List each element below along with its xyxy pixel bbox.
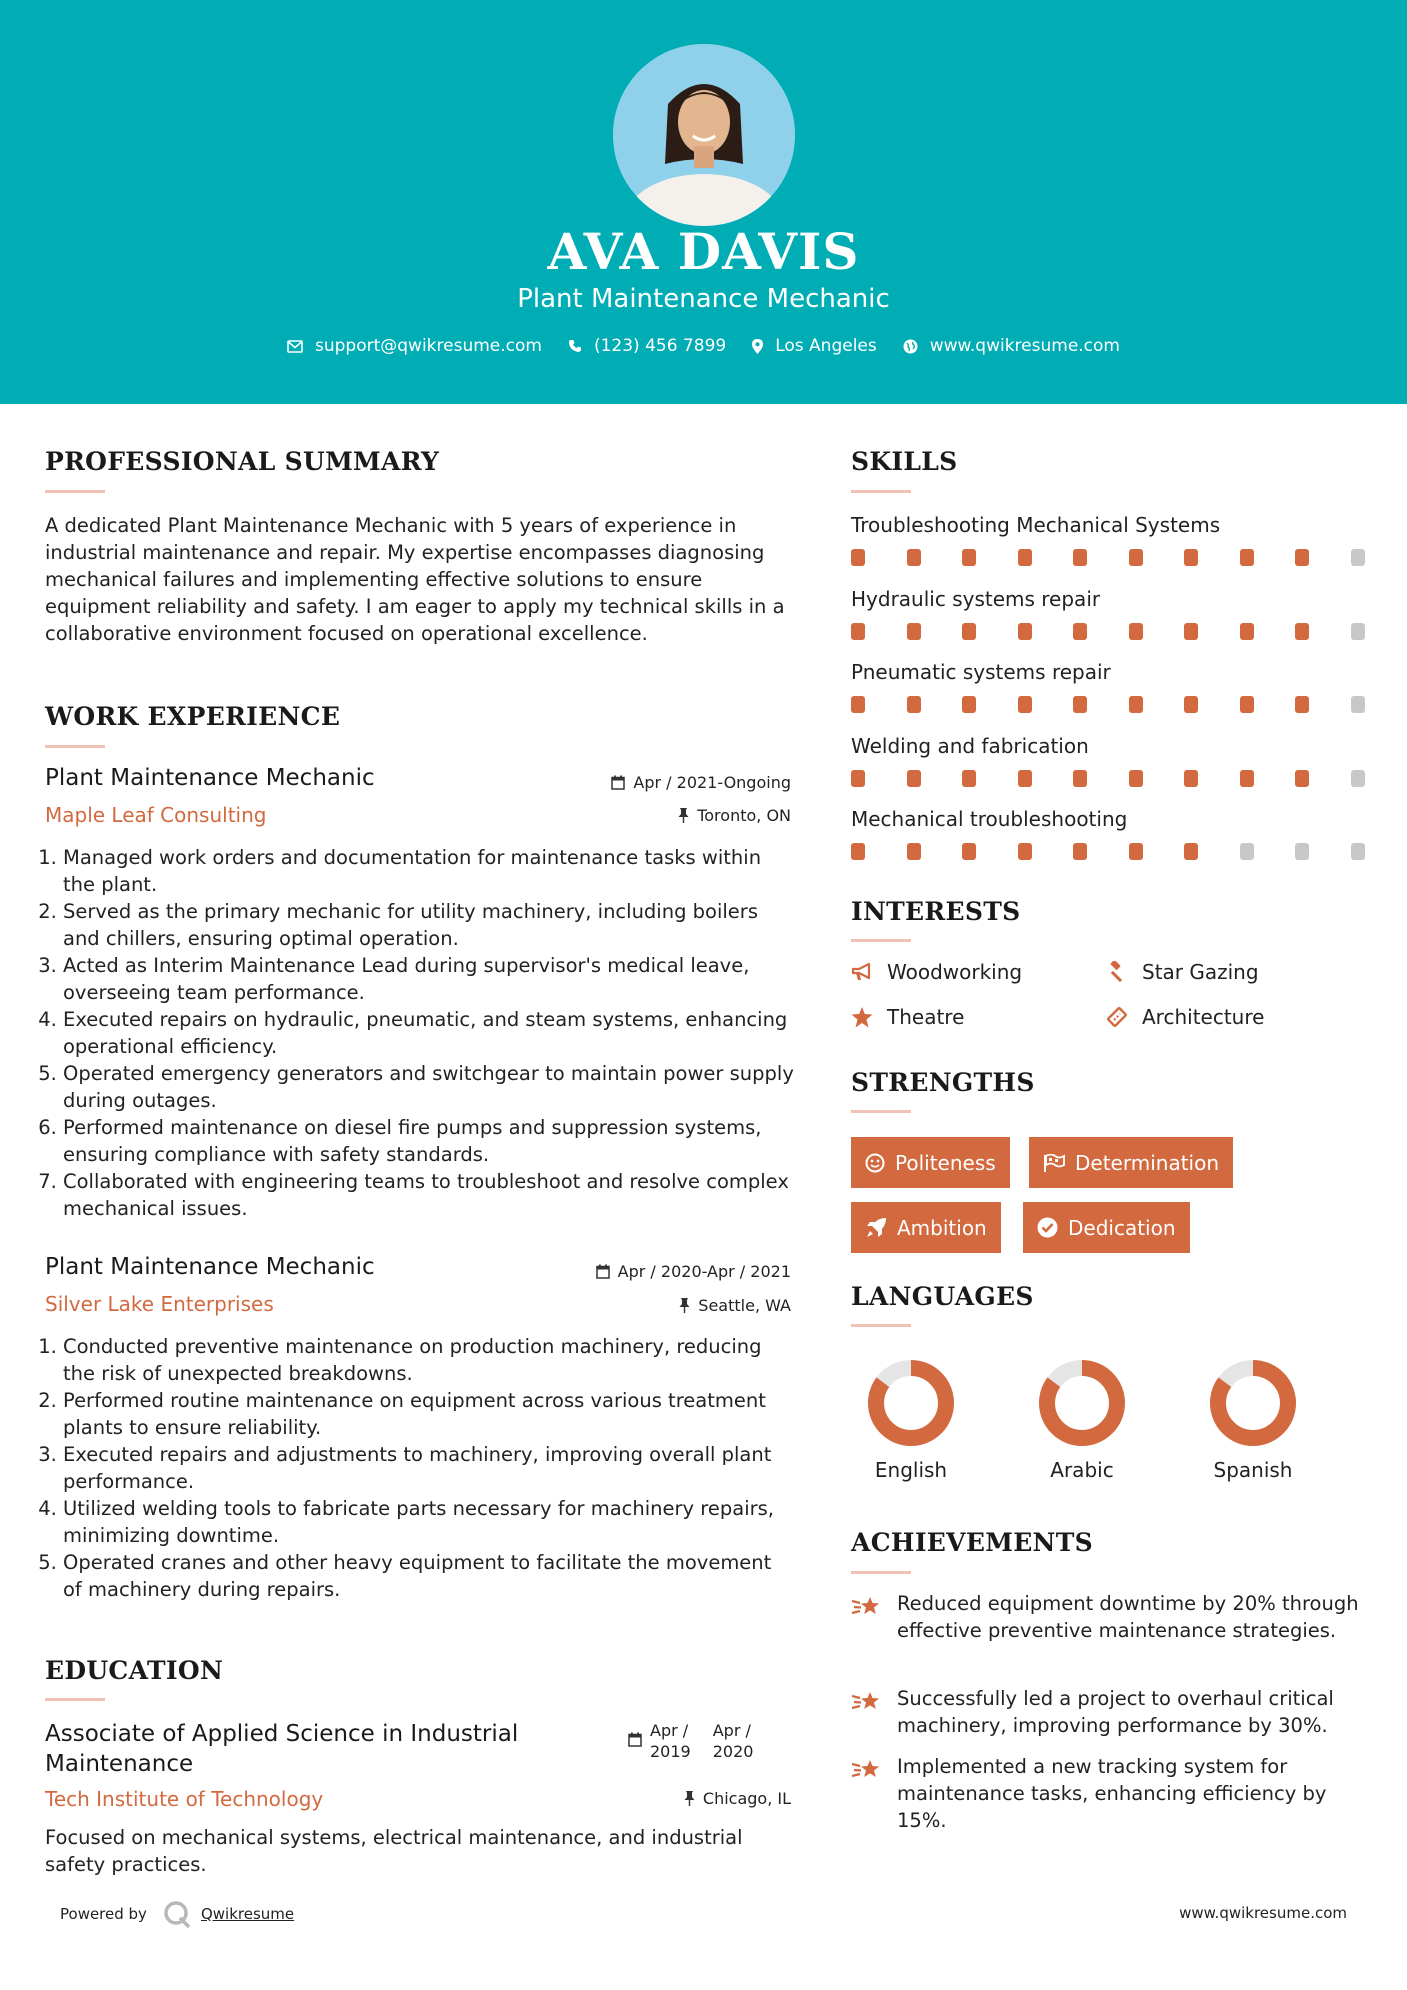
list-item: 1. Managed work orders and documentation for maintenance tasks within the plant. — [63, 844, 795, 898]
contact-location — [752, 336, 877, 356]
list-item: 1. Conducted preventive maintenance on production machinery, reducing the risk of unexpected breakdowns. — [63, 1333, 795, 1387]
contact-phone[interactable] — [568, 336, 726, 356]
check-circle-icon — [1037, 1217, 1058, 1238]
skill-dot-filled — [962, 549, 976, 566]
shooting-star-icon — [851, 1592, 885, 1620]
skill-dot-filled — [1018, 696, 1032, 713]
language-item — [1022, 1358, 1142, 1482]
education-underline — [45, 1698, 105, 1701]
skill-dot-filled — [1073, 696, 1087, 713]
thumbtack-icon — [679, 1298, 690, 1313]
strength-badge — [1029, 1137, 1233, 1188]
education-heading: EDUCATION — [45, 1656, 224, 1685]
strength-badge — [1023, 1202, 1190, 1253]
achievements-underline — [851, 1571, 911, 1574]
education-description: Focused on mechanical systems, electrical maintenance, and industrial safety practices. — [45, 1826, 743, 1876]
thumbtack-icon — [684, 1791, 695, 1806]
candidate-name: AVA DAVIS — [547, 222, 860, 281]
skill-dot-empty — [1295, 843, 1309, 860]
skill-dot-filled — [1240, 696, 1254, 713]
languages-heading: LANGUAGES — [851, 1282, 1034, 1311]
candidate-title: Plant Maintenance Mechanic — [517, 284, 890, 314]
school-name: Tech Institute of Technology — [45, 1787, 324, 1811]
skill-dot-filled — [1184, 623, 1198, 640]
powered-by-label: Powered by — [60, 1905, 147, 1923]
job-dates-text: Apr / 2020-Apr / 2021 — [617, 1262, 791, 1281]
education-end-month: Apr / — [712, 1721, 751, 1740]
skill-dot-filled — [1018, 623, 1032, 640]
brand-link[interactable]: Qwikresume — [200, 1905, 295, 1923]
skills-heading: SKILLS — [851, 447, 958, 476]
skill-name: Troubleshooting Mechanical Systems — [851, 513, 1221, 537]
contact-email[interactable] — [287, 336, 542, 356]
skill-dot-filled — [1240, 623, 1254, 640]
skill-dot-filled — [1073, 623, 1087, 640]
list-item: 6. Performed maintenance on diesel fire pumps and suppression systems, ensuring compliance with safety standards. — [63, 1114, 795, 1168]
skill-dot-empty — [1351, 549, 1365, 566]
job-dates — [500, 1262, 791, 1281]
job-location — [500, 1296, 791, 1315]
map-pin-icon — [752, 339, 763, 354]
skill-dot-filled — [1240, 549, 1254, 566]
achievements-heading: ACHIEVEMENTS — [851, 1528, 1093, 1557]
education-start-month: Apr / — [650, 1721, 689, 1740]
skill-dot-filled — [851, 623, 865, 640]
job-duties-list — [45, 844, 795, 1222]
calendar-icon — [596, 1264, 610, 1279]
language-donut — [866, 1358, 956, 1448]
job-duties-list — [45, 1333, 795, 1603]
skill-dot-filled — [962, 843, 976, 860]
globe-icon — [903, 339, 918, 354]
strengths-underline — [851, 1110, 911, 1113]
education-start-year: 2019 — [650, 1742, 691, 1761]
interest-woodworking — [851, 960, 1022, 984]
skill-rating — [851, 843, 1406, 860]
qwikresume-logo-icon — [163, 1900, 191, 1928]
job-location-text: Toronto, ON — [697, 806, 791, 825]
interest-label: Star Gazing — [1142, 960, 1259, 984]
skill-dot-filled — [851, 770, 865, 787]
skill-dot-filled — [851, 549, 865, 566]
language-donut — [1208, 1358, 1298, 1448]
bullhorn-icon — [851, 962, 873, 982]
education-location — [500, 1789, 791, 1808]
contact-email-text: support@qwikresume.com — [315, 336, 542, 356]
skill-dot-empty — [1240, 843, 1254, 860]
summary-text: A dedicated Plant Maintenance Mechanic with 5 years of experience in industrial maintenance and repair. My expertise encompasses diagnosing mechanical failures and implementing effective solutions to ensure equipment reliability and safety. I am eager to apply my technical skills in a collaborative environment focused on operational excellence. — [45, 514, 785, 645]
ticket-icon — [1106, 1006, 1128, 1028]
summary-underline — [45, 490, 105, 493]
gavel-icon — [1106, 961, 1128, 983]
degree-line-2: Maintenance — [45, 1751, 194, 1777]
skill-rating — [851, 623, 1406, 640]
skill-name: Pneumatic systems repair — [851, 660, 1111, 684]
skill-dot-filled — [1073, 770, 1087, 787]
job-dates-text: Apr / 2021-Ongoing — [633, 773, 791, 792]
achievement-text: Successfully led a project to overhaul critical machinery, improving performance by 30%. — [897, 1687, 1334, 1737]
skill-dot-filled — [907, 623, 921, 640]
achievement-text: Reduced equipment downtime by 20% through effective preventive maintenance strategies. — [897, 1592, 1359, 1642]
calendar-icon — [611, 775, 625, 790]
job-title: Plant Maintenance Mechanic — [45, 765, 375, 791]
job-location — [500, 806, 791, 825]
interest-label: Woodworking — [887, 960, 1023, 984]
job-company: Silver Lake Enterprises — [45, 1292, 274, 1316]
skill-dot-empty — [1351, 696, 1365, 713]
skill-dot-filled — [1129, 549, 1143, 566]
job-company: Maple Leaf Consulting — [45, 803, 267, 827]
interest-star-gazing — [1106, 960, 1259, 984]
education-end-date — [713, 1720, 754, 1762]
skill-rating — [851, 549, 1406, 566]
list-item: 3. Executed repairs and adjustments to machinery, improving overall plant performance. — [63, 1441, 795, 1495]
strength-badge — [851, 1202, 1001, 1253]
list-item: 3. Acted as Interim Maintenance Lead during supervisor's medical leave, overseeing team performance. — [63, 952, 795, 1006]
interest-label: Architecture — [1142, 1005, 1265, 1029]
language-name: Arabic — [1050, 1458, 1114, 1482]
interests-heading: INTERESTS — [851, 897, 1021, 926]
skill-dot-filled — [962, 770, 976, 787]
skill-dot-filled — [1184, 770, 1198, 787]
skill-dot-empty — [1351, 623, 1365, 640]
list-item: 2. Served as the primary mechanic for utility machinery, including boilers and chillers, ensuring optimal operation. — [63, 898, 795, 952]
experience-underline — [45, 745, 105, 748]
skill-dot-filled — [1018, 770, 1032, 787]
skill-dot-filled — [907, 843, 921, 860]
degree-title — [45, 1719, 518, 1779]
interests-underline — [851, 939, 911, 942]
smile-icon — [865, 1153, 885, 1173]
flag-icon — [1043, 1154, 1065, 1172]
powered-by — [60, 1900, 294, 1928]
skill-dot-empty — [1351, 843, 1365, 860]
achievement-item — [851, 1590, 1361, 1644]
skill-dot-filled — [1295, 623, 1309, 640]
rocket-icon — [865, 1217, 887, 1239]
thumbtack-icon — [678, 808, 689, 823]
language-item — [851, 1358, 971, 1482]
education-location-text: Chicago, IL — [702, 1789, 791, 1808]
skill-dot-filled — [1073, 549, 1087, 566]
skill-dot-filled — [1184, 549, 1198, 566]
list-item: 4. Utilized welding tools to fabricate parts necessary for machinery repairs, minimizing downtime. — [63, 1495, 795, 1549]
skill-dot-filled — [1018, 549, 1032, 566]
language-name: Spanish — [1213, 1458, 1293, 1482]
resume-header — [0, 0, 1407, 404]
skill-dot-filled — [1018, 843, 1032, 860]
list-item: 5. Operated cranes and other heavy equipment to facilitate the movement of machinery during repairs. — [63, 1549, 795, 1603]
achievement-text: Implemented a new tracking system for maintenance tasks, enhancing efficiency by 15%. — [897, 1755, 1327, 1832]
contact-website-text: www.qwikresume.com — [929, 336, 1120, 356]
achievement-item — [851, 1685, 1361, 1739]
strength-label: Determination — [1075, 1150, 1220, 1175]
phone-icon — [568, 339, 582, 353]
list-item: 7. Collaborated with engineering teams to troubleshoot and resolve complex mechanical issues. — [63, 1168, 795, 1222]
strength-label: Politeness — [895, 1150, 996, 1175]
skill-dot-filled — [1129, 843, 1143, 860]
skill-rating — [851, 770, 1406, 787]
envelope-icon — [287, 340, 303, 353]
skill-dot-filled — [1295, 549, 1309, 566]
skill-dot-filled — [1295, 696, 1309, 713]
contact-bar — [0, 336, 1407, 356]
achievement-item — [851, 1753, 1361, 1834]
skill-dot-filled — [1295, 770, 1309, 787]
skill-dot-filled — [962, 696, 976, 713]
strength-label: Ambition — [897, 1215, 987, 1240]
skill-dot-filled — [1129, 696, 1143, 713]
contact-phone-text: (123) 456 7899 — [593, 336, 727, 356]
job-dates — [500, 773, 791, 792]
list-item: 2. Performed routine maintenance on equipment across various treatment plants to ensure reliability. — [63, 1387, 795, 1441]
skill-dot-filled — [1184, 843, 1198, 860]
skill-dot-filled — [1184, 696, 1198, 713]
interest-label: Theatre — [887, 1005, 965, 1029]
star-icon — [851, 1007, 873, 1028]
job-location-text: Seattle, WA — [698, 1296, 791, 1315]
interest-architecture — [1106, 1005, 1264, 1029]
list-item: 4. Executed repairs on hydraulic, pneumatic, and steam systems, enhancing operational efficiency. — [63, 1006, 795, 1060]
skill-dot-filled — [907, 770, 921, 787]
education-dates — [628, 1720, 753, 1762]
summary-heading: PROFESSIONAL SUMMARY — [45, 447, 440, 476]
language-name: English — [874, 1458, 948, 1482]
language-donut — [1037, 1358, 1127, 1448]
skill-dot-filled — [962, 623, 976, 640]
shooting-star-icon — [851, 1687, 885, 1715]
skills-underline — [851, 490, 911, 493]
list-item: 5. Operated emergency generators and switchgear to maintain power supply during outages. — [63, 1060, 795, 1114]
skill-dot-filled — [1073, 843, 1087, 860]
skill-dot-filled — [851, 843, 865, 860]
skill-dot-filled — [851, 696, 865, 713]
skill-dot-filled — [1129, 770, 1143, 787]
languages-underline — [851, 1324, 911, 1327]
skill-rating — [851, 696, 1406, 713]
skill-dot-filled — [1129, 623, 1143, 640]
contact-location-text: Los Angeles — [775, 336, 877, 356]
strengths-heading: STRENGTHS — [851, 1068, 1035, 1097]
skill-dot-filled — [907, 696, 921, 713]
interest-theatre — [851, 1005, 964, 1029]
language-item — [1193, 1358, 1313, 1482]
skill-dot-empty — [1351, 770, 1365, 787]
skill-name: Hydraulic systems repair — [851, 586, 1101, 611]
profile-photo — [613, 44, 795, 226]
skill-dot-filled — [1240, 770, 1254, 787]
shooting-star-icon — [851, 1755, 885, 1783]
skill-dot-filled — [907, 549, 921, 566]
calendar-icon — [628, 1732, 642, 1747]
skill-name: Mechanical troubleshooting — [851, 807, 1128, 831]
strength-label: Dedication — [1068, 1215, 1176, 1240]
education-end-year: 2020 — [712, 1742, 754, 1761]
education-start-date — [650, 1720, 691, 1762]
degree-line-1: Associate of Applied Science in Industrial — [45, 1721, 519, 1747]
job-title: Plant Maintenance Mechanic — [45, 1254, 375, 1280]
skill-name: Welding and fabrication — [851, 733, 1089, 758]
footer-website[interactable]: www.qwikresume.com — [1179, 1904, 1347, 1922]
strength-badge — [851, 1137, 1010, 1188]
contact-website[interactable] — [903, 336, 1120, 356]
experience-heading: WORK EXPERIENCE — [45, 702, 341, 731]
